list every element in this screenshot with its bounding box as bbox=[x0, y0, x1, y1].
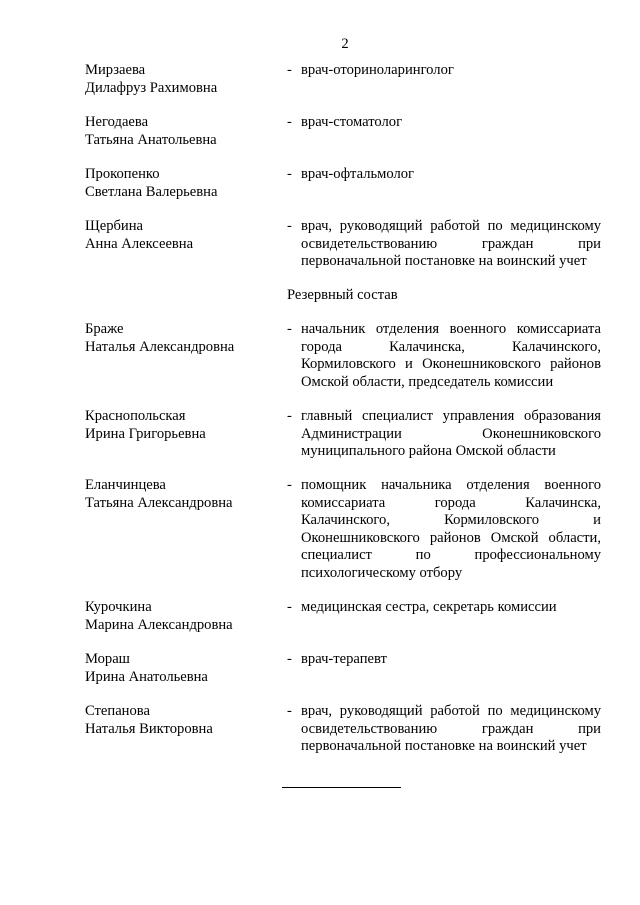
role-dash: - bbox=[287, 703, 292, 719]
role-dash: - bbox=[287, 477, 292, 493]
member-surname: Щербина bbox=[85, 218, 144, 234]
section-title: Резервный состав bbox=[287, 287, 398, 303]
role-line: начальник отделения военного комиссариата bbox=[301, 321, 601, 337]
member-surname: Курочкина bbox=[85, 599, 152, 615]
member-surname: Негодаева bbox=[85, 114, 149, 130]
member-name bbox=[85, 114, 275, 149]
role-dash: - bbox=[287, 599, 292, 615]
member-given-names: Светлана Валерьевна bbox=[85, 183, 218, 200]
member-role bbox=[301, 218, 601, 271]
member-name bbox=[85, 166, 275, 201]
role-line: врач-терапевт bbox=[301, 651, 387, 667]
role-line: врач-оториноларинголог bbox=[301, 62, 454, 78]
member-given-names: Татьяна Анатольевна bbox=[85, 131, 217, 148]
member-given-names: Дилафруз Рахимовна bbox=[85, 79, 218, 96]
role-line: врач, руководящий работой по медицинскому bbox=[301, 218, 601, 234]
member-given-names: Ирина Григорьевна bbox=[85, 425, 206, 442]
member-surname: Прокопенко bbox=[85, 166, 160, 182]
member-role bbox=[301, 408, 601, 461]
role-line: первоначальной постановке на воинский учет bbox=[301, 253, 587, 269]
role-line: медицинская сестра, секретарь комиссии bbox=[301, 599, 557, 615]
role-line: врач-офтальмолог bbox=[301, 166, 415, 182]
member-name bbox=[85, 218, 275, 253]
role-line: первоначальной постановке на воинский учет bbox=[301, 738, 587, 754]
footer-divider bbox=[282, 787, 401, 788]
member-role bbox=[301, 599, 601, 617]
role-line: специалист по профессиональному bbox=[301, 547, 601, 563]
member-surname: Браже bbox=[85, 321, 124, 337]
role-dash: - bbox=[287, 62, 292, 78]
member-role bbox=[301, 62, 601, 80]
role-line: психологическому отбору bbox=[301, 564, 463, 581]
role-dash: - bbox=[287, 218, 292, 234]
member-role bbox=[301, 166, 601, 184]
member-name bbox=[85, 599, 275, 634]
member-name bbox=[85, 62, 275, 97]
role-line: освидетельствованию граждан при bbox=[301, 235, 601, 252]
member-surname: Еланчинцева bbox=[85, 477, 166, 493]
role-line: освидетельствованию граждан при bbox=[301, 720, 601, 737]
role-line: главный специалист управления образования bbox=[301, 408, 601, 424]
member-name bbox=[85, 651, 275, 686]
member-given-names: Ирина Анатольевна bbox=[85, 668, 208, 685]
member-surname: Степанова bbox=[85, 703, 150, 719]
member-surname: Мораш bbox=[85, 651, 130, 667]
member-role bbox=[301, 321, 601, 391]
member-surname: Мирзаева bbox=[85, 62, 146, 78]
member-name bbox=[85, 703, 275, 738]
role-dash: - bbox=[287, 166, 292, 182]
role-line: города Калачинска, Калачинского, bbox=[301, 338, 601, 355]
member-role bbox=[301, 477, 601, 582]
role-line: Омской области, председатель комиссии bbox=[301, 373, 554, 390]
member-given-names: Марина Александровна bbox=[85, 616, 233, 633]
role-line: врач-стоматолог bbox=[301, 114, 403, 130]
role-line: Администрации Оконешниковского bbox=[301, 425, 601, 442]
member-given-names: Наталья Александровна bbox=[85, 338, 235, 355]
role-line: помощник начальника отделения военного bbox=[301, 477, 601, 493]
role-line: муниципального района Омской области bbox=[301, 443, 556, 459]
member-role bbox=[301, 703, 601, 756]
role-dash: - bbox=[287, 114, 292, 130]
member-given-names: Татьяна Александровна bbox=[85, 494, 233, 511]
role-dash: - bbox=[287, 408, 292, 424]
member-role bbox=[301, 114, 601, 132]
member-role bbox=[301, 651, 601, 669]
member-surname: Краснопольская bbox=[85, 408, 186, 424]
role-dash: - bbox=[287, 321, 292, 337]
member-name bbox=[85, 321, 275, 356]
member-given-names: Анна Алексеевна bbox=[85, 235, 194, 252]
member-given-names: Наталья Викторовна bbox=[85, 720, 213, 737]
role-line: врач, руководящий работой по медицинскому bbox=[301, 703, 601, 719]
role-line: Калачинского, Кормиловского и bbox=[301, 512, 601, 528]
page-number: 2 bbox=[341, 36, 349, 52]
member-name bbox=[85, 477, 275, 512]
role-line: Оконешниковского районов Омской области, bbox=[301, 529, 601, 546]
member-name bbox=[85, 408, 275, 443]
role-dash: - bbox=[287, 651, 292, 667]
role-line: Кормиловского и Оконешниковского районов bbox=[301, 356, 601, 372]
role-line: комиссариата города Калачинска, bbox=[301, 494, 601, 511]
